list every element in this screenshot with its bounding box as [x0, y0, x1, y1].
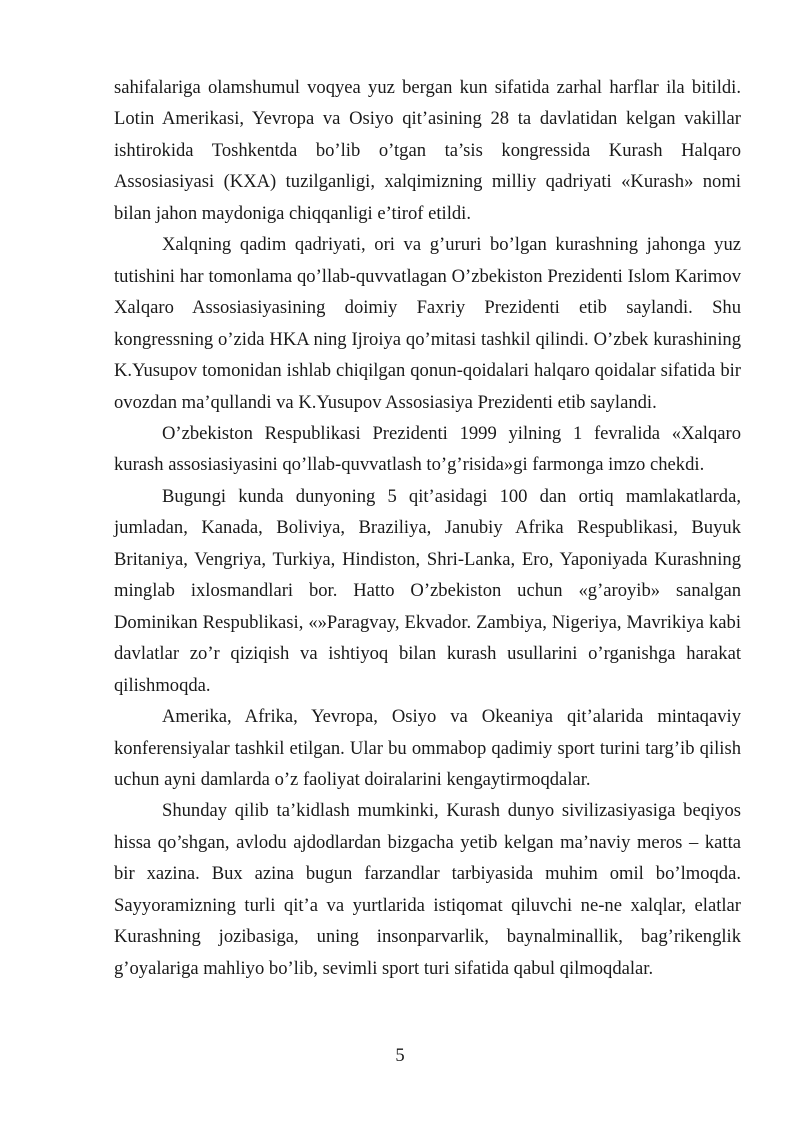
paragraph-4: Bugungi kunda dunyoning 5 qit’asidagi 100 dan ortiq mamlakatlarda, jumladan, Kanada, Boliviya, Braziliya, Janubiy Afrika Respublikasi, Buyuk Britaniya, Vengriya, Turkiya, Hindiston, Shri-Lanka, Ero, Yaponiyada Kurashning minglab ixlosmandlari bor. Hatto O’zbekiston uchun «g’aroyib» sanalgan Dominikan Respublikasi, «»Paragvay, Ekvador. Zambiya, Nigeriya, Mavrikiya kabi davlatlar zo’r qiziqish va ishtiyoq bilan kurash usullarini o’rganishga harakat qilishmoqda.: [114, 485, 741, 696]
paragraph-5: Amerika, Afrika, Yevropa, Osiyo va Okeaniya qit’alarida mintaqaviy konferensiyalar tashkil etilgan. Ular bu ommabop qadimiy sport turini targ’ib qilish uchun ayni damlarda o’z faoliyat doiralarini kengaytirmoqdalar.: [114, 706, 741, 790]
paragraph-3: O’zbekiston Respublikasi Prezidenti 1999 yilning 1 fevralida «Xalqaro kurash assosiasiyasini qo’llab-quvvatlash to’g’risida»gi farmonga imzo chekdi.: [114, 422, 741, 476]
page-number: 5: [395, 1045, 405, 1066]
body-text: [114, 72, 741, 984]
paragraph-2: Xalqning qadim qadriyati, ori va g’ururi bo’lgan kurashning jahonga yuz tutishini har tomonlama qo’llab-quvvatlagan O’zbekiston Prezidenti Islom Karimov Xalqaro Assosiasiyasining doimiy Faxriy Prezidenti etib saylandi. Shu kongressning o’zida HKA ning Ijroiya qo’mitasi tashkil qilindi. O’zbek kurashining K.Yusupov tomonidan ishlab chiqilgan qonun-qoidalari halqaro qoidalar sifatida bir ovozdan ma’qullandi va K.Yusupov Assosiasiya Prezidenti etib saylandi.: [114, 234, 741, 413]
paragraph-1: sahifalariga olamshumul voqyea yuz bergan kun sifatida zarhal harflar ila bitildi. Lotin Amerikasi, Yevropa va Osiyo qit’asining 28 ta davlatidan kelgan vakillar ishtirokida Toshkentda bo’lib o’tgan ta’sis kongressida Kurash Halqaro Assosiasiyasi (KXA) tuzilganligi, xalqimizning milliy qadriyati «Kurash» nomi bilan jahon maydoniga chiqqanligi e’tirof etildi.: [114, 77, 741, 224]
paragraph-6: Shunday qilib ta’kidlash mumkinki, Kurash dunyo sivilizasiyasiga beqiyos hissa qo’shgan, avlodu ajdodlardan bizgacha yetib kelgan ma’naviy meros – katta bir xazina. Bux azina bugun farzandlar tarbiyasida muhim omil bo’lmoqda. Sayyoramizning turli qit’a va yurtlarida istiqomat qiluvchi ne-ne xalqlar, elatlar Kurashning jozibasiga, uning insonparvarlik, baynalminallik, bag’rikenglik g’oyalariga mahliyo bo’lib, sevimli sport turi sifatida qabul qilmoqdalar.: [114, 800, 741, 979]
